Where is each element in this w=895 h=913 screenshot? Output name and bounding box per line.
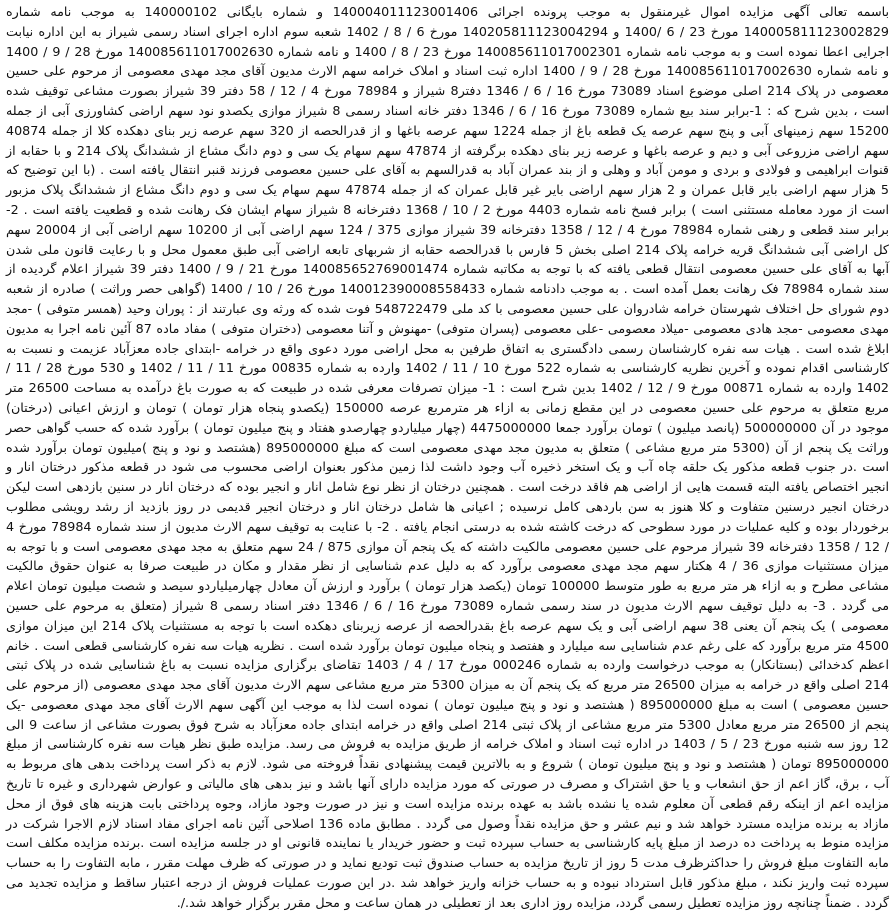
auction-notice-body: باسمه تعالی آگهی مزایده اموال غیرمنقول به موجب پرونده اجرائی 140004011123001406 و شماره بایگانی 140000102 به موجب نامه شماره 140005811123002829 مورخ 23 / 6 /1400 و 140205811123004294 مورخ 6 / 8 / 1402 شعبه سوم اداره اجرای اسناد رسمی شیراز به این اداره نیابت اجرایی اعطا نموده است و به موجب نامه شماره 140085611017002301 مورخ 23 / 8 / 1400 و نامه شماره 140085611017002630 مورخ 28 / 9 / 1400 و نامه شماره 140085611017002630 مورخ 28 / 9 / 1400 اداره ثبت اسناد و املاک خرامه سهم الارث مدیون آقای مجد مهدی معصومی از مرحوم علی حسین معصومی در پلاک 214 اصلی موضوع اسناد 73089 مورخ 16 / 6 / 1346 دفتر8 شیراز و 78984 مورخ 4 / 12 / 58 دفتر 39 شیراز بصورت مشاعی توقیف شده است ، بدین شرح که : 1-برابر سند بیع شماره 73089 مورخ 16 / 6 / 1346 دفتر خانه اسناد رسمی 8 شیراز موازی یکصدو نود سهم اراضی کشاورزی آبی از جمله 15200 سهم زمینهای آبی و پنج سهم عرصه یک قطعه باغ از جمله 1224 سهم عرصه باغها و از قدرالحصه از 320 سهم عرصه زیر بنای دهکده کلا از جمله 40874 سهم اراضی مزروعی آبی و دیم و عرصه باغها و عرصه زیر بنای دهکده برگرفته از 47874 سهم سهام یک سی و دوم دانگ مشاع از ششدانگ پلاک 214 و با حقابه از قنوات ابراهیمی و فولادی و بردی و مومن آباد و وهلی و از بند عمران آباد به قدرالسهم به آقای علی حسین معصومی فرزند قنبر انتقال یافته است . (با این توضیح که 5 هزار سهم اراضی بایر قابل عمران و 2 هزار سهم اراضی بایر غیر قابل عمران که از جمله 47874 سهم سهام یک سی و دوم دانگ مشاع از ششدانگ پلاک مزبور است از مورد معامله مستثنی است ) برابر فسخ نامه شماره 4403 مورخ 2 / 10 / 1368 دفترخانه 8 شیراز سهام ایشان فک رهانت شده و قطعیت یافته است . 2-برابر سند قطعی و رهنی شماره 78984 مورخ 4 / 12 / 1358 دفترخانه 39 شیراز موازی 375 / 124 سهم اراضی آبی از 10200 سهم اراضی آبی از 20004 سهم کل اراضی آبی ششدانگ قریه خرامه پلاک 214 اصلی بخش 5 فارس با قدرالحصه حقابه از شربهای تابعه اراضی آبی طبق معمول محل و با رعایت قانون ملی شدن آبها به آقای علی حسین معصومی انتقال قطعی یافته که با توجه به مکاتبه شماره 140085652769001474 مورخ 21 / 9 / 1400 دفتر 39 شیراز اعلام گردیده از سند شماره 78984 فک رهانت بعمل آمده است . به موجب دادنامه شماره 140012390008558433 مورخ 26 / 10 / 1400 (گواهی حصر وراثت ) صادره از شعبه دوم شورای حل اختلاف شهرستان خرامه شادروان علی حسین معصومی با کد ملی 548722479 فوت شده که ورثه وی عبارتند از : پوران وحید (همسر متوفی ) -مجد مهدی معصومی -مجد هادی معصومی -میلاد معصومی -علی معصومی (پسران متوفی) -مهنوش و آتنا معصومی (دختران متوفی ) مفاد ماده 87 آئین نامه اجرا به مدیون ابلاغ شده است . هیات سه نفره کارشناسان رسمی دادگستری به اتفاق طرفین به محل اراضی مورد دعوی واقع در خرامه -ابتدای جاده معزآباد عزیمت و نسبت به کارشناسی اقدام نموده و آخرین نظریه کارشناسی به شماره 522 مورخ 10 / 11 / 1402 وارده به شماره 00835 مورخ 11 / 11 / 1402 و 530 مورخ 28 / 11 / 1402 وارده به شماره 00871 مورخ 9 / 12 / 1402 بدین شرح است : 1- میزان تصرفات معرفی شده در طبیعت که به صورت باغ درآمده به مساحت 26500 متر مربع متعلق به مرحوم علی حسین معصومی در این مقطع زمانی به ازاء هر مترمربع عرصه 150000 (یکصدو پنجاه هزار تومان ) تومان و ارزش اعیانی (درختان) موجود در آن 500000000 (پانصد میلیون ) تومان برآورد جمعا 4475000000 (چهار میلیاردو چهارصدو هفتاد و پنج میلیون تومان ) برآورد شده که حسب گواهی حصر وراثت یک پنجم از آن (5300 متر مربع مشاعی ) متعلق به مدیون مجد مهدی معصومی است که مبلغ 895000000 (هشتصد و نود و پنج )میلیون تومان برآورد شده است .در جنوب قطعه مذکور یک حلقه چاه آب و یک استخر ذخیره آب وجود داشت لذا زمین مذکور بعنوان اراضی محسوب می شود در قطعه مذکور درختان انار و انجیر اختصاص یافته البته قسمت هایی از اراضی هم فاقد درخت است . همچنین درختان از نظر نوع شامل انار و انجیر بوده که درختان انار در سنین بازدهی است لیکن درختان انجیر درسنین متفاوت و کلا هنوز به سن باردهی کامل نرسیده ; اعیانی ها شامل درختان انار و درختان انجیر قدیمی در روز بازدید از رشد رویشی مطلوب برخوردار بوده و کلیه عملیات در مورد سطوحی که درخت کاشته شده به درستی انجام یافته . 2- با عنایت به توقیف سهم الارث مدیون از سند شماره 78984 مورخ 4 / 12 / 1358 دفترخانه 39 شیراز مرحوم علی حسین معصومی مالکیت داشته که یک پنجم آن موازی 875 / 24 سهم متعلق به مجد مهدی معصومی است و با توجه به میزان مستثنیات موازی 36 / 4 هکتار سهم مجد مهدی معصومی برآورد که به دلیل عدم شناسایی از نظر مقدار و مکان در طبیعت صرفا به عنوان حقوق مالکیت مشاعی مطرح و به ازاء هر متر مربع به طور متوسط 100000 تومان (یکصد هزار تومان ) برآورد و ارزش آن معادل چهارمیلیاردو سیصد و شصت میلیون تومان اعلام می گردد . 3- به دلیل توقیف سهم الارث مدیون در سند رسمی شماره 73089 مورخ 16 / 6 / 1346 دفتر اسناد رسمی 8 شیراز (متعلق به مرحوم علی حسین معصومی ) یک پنجم آن یعنی 38 سهم اراضی آبی و یک سهم عرصه باغ بقدرالحصه از عرصه زیربنای دهکده است با توجه به مستثنیات پلاک 214 این میزان موازی 4500 متر مربع برآورد که علی رغم عدم شناسایی سه میلیارد و هفتصد و پنجاه میلیون تومان برآورد شده است . نظریه هیات سه نفره کارشناسی قطعی است . خانم اعظم کدخدائی (بستانکار) به موجب درخواست وارده به شماره 000246 مورخ 17 / 4 / 1403 تقاضای برگزاری مزایده نسبت به باغ شناسایی شده در پلاک ثبتی 214 اصلی واقع در خرامه به میزان 26500 متر مربع که یک پنجم آن به میزان 5300 متر مربع مشاعی سهم الارث مدیون آقای مجد مهدی معصومی (از مرحوم علی حسین معصومی ) است به مبلغ 895000000 ( هشتصد و نود و پنج میلیون تومان ) نموده است لذا به موجب این آگهی سهم الارث آقای مجد مهدی معصومی -یک پنجم از 26500 متر مربع معادل 5300 متر مربع مشاعی از پلاک ثبتی 214 اصلی واقع در خرامه ابتدای جاده معزآباد به شرح فوق بصورت مشاعی از ساعت 9 الی 12 روز سه شنبه مورخ 23 / 5 / 1403 در اداره ثبت اسناد و املاک خرامه از طریق مزایده به فروش می رسد. مزایده طبق نظر هیات سه نفره کارشناسی از مبلغ 895000000 تومان ( هشتصد و نود و پنج میلیون تومان ) شروع و به بالاترین قیمت پیشنهادی نقداً فروخته می شود. لازم به ذکر است پرداخت بدهی های مربوط به آب ، برق، گاز اعم از حق انشعاب و یا حق اشتراک و مصرف در صورتی که مورد مزایده دارای آنها باشد و نیز بدهی های مالیاتی و عوارض شهرداری و غیره تا تاریخ مزایده اعم از اینکه رقم قطعی آن معلوم شده یا نشده باشد به عهده برنده مزایده است و نیز در صورت وجود مازاد، وجوه پرداختی بابت هزینه های فوق از محل مازاد به برنده مزایده مسترد خواهد شد و نیم عشر و حق مزایده نقداً وصول می گردد . مطابق ماده 136 اصلاحی آئین نامه اجرای مفاد اسناد لازم الاجرا شرکت در مزایده منوط به پرداخت ده درصد از مبلغ پایه کارشناسی به حساب سپرده ثبت و حضور خریدار یا نماینده قانونی او در جلسه مزایده است .برنده مزایده مکلف است مابه التفاوت مبلغ فروش را حداکثرظرف مدت 5 روز از تاریخ مزایده به حساب صندوق ثبت تودیع نماید و در صورتی که ظرف مهلت مقرر ، مابه التفاوت را به حساب سپرده ثبت واریز نکند ، مبلغ مذکور قابل استرداد نبوده و به حساب خزانه واریز خواهد شد .در این صورت عملیات فروش از درجه اعتبار ساقط و مزایده تجدید می گردد . ضمناً چنانچه روز مزایده تعطیل رسمی گردد، مزایده روز اداری بعد از تعطیلی در همان ساعت و محل مقرر برگزار خواهد شد./. xyxy=(6,4,890,910)
